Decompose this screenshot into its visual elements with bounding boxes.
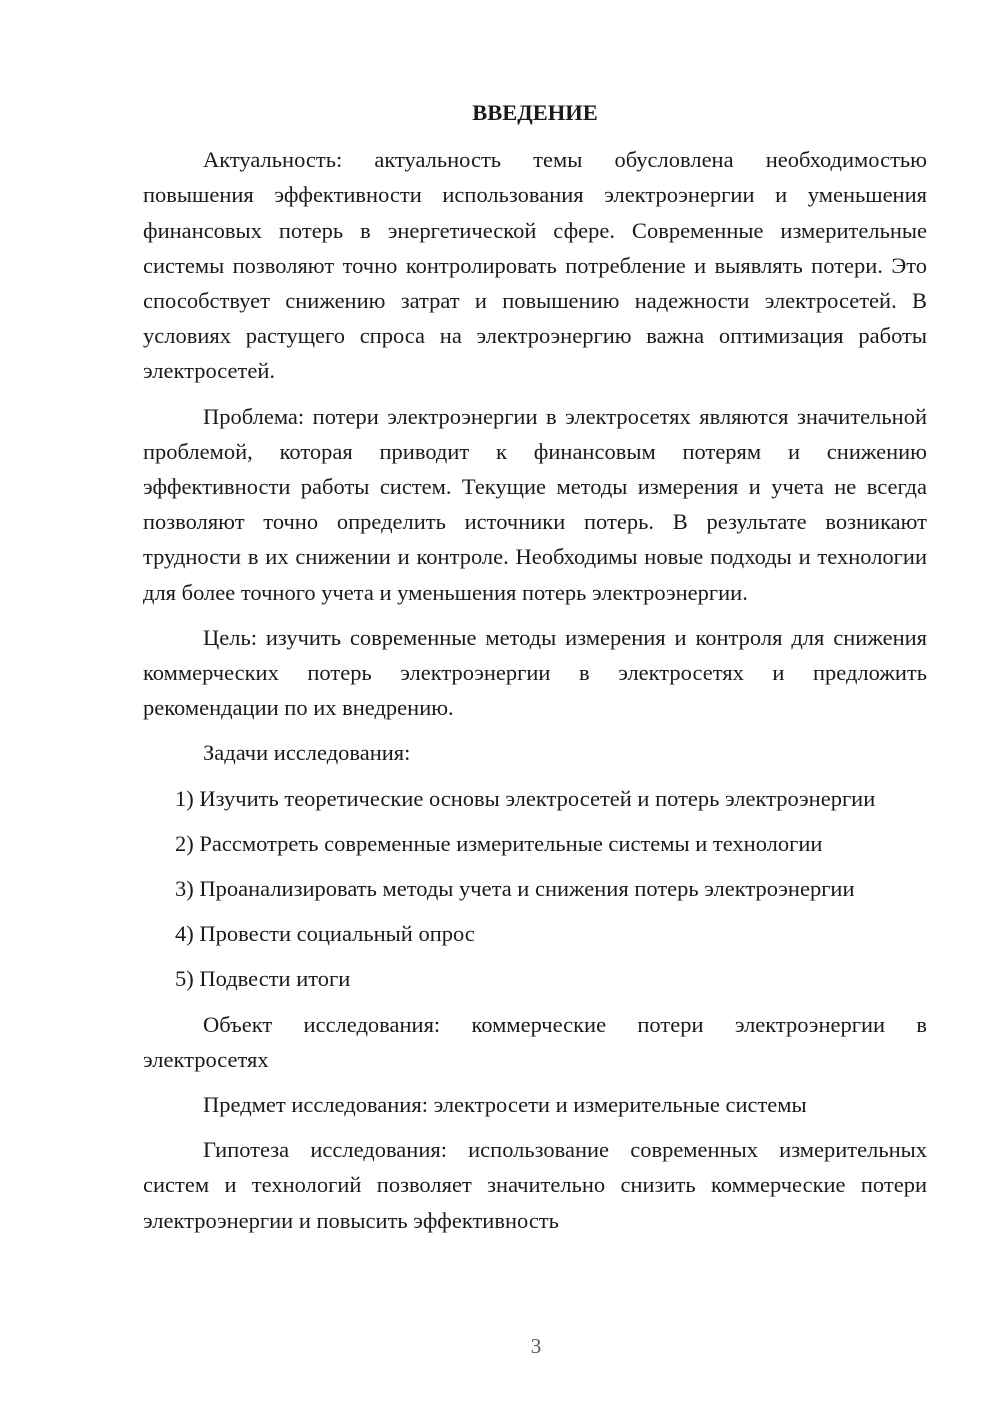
- task-item-3: 3) Проанализировать методы учета и снижения потерь электроэнергии: [175, 876, 855, 902]
- section-title: ВВЕДЕНИЕ: [472, 100, 598, 125]
- task-item-5: 5) Подвести итоги: [175, 966, 351, 992]
- task-item-1: 1) Изучить теоретические основы электросетей и потерь электроэнергии: [175, 785, 876, 811]
- task-item-2: 2) Рассмотреть современные измерительные системы и технологии: [175, 830, 823, 856]
- page-number: 3: [530, 1334, 542, 1358]
- document-body: [143, 95, 927, 1248]
- paragraph-goal: Цель: изучить современные методы измерения и контроля для снижения коммерческих потерь электроэнергии в электросетях и предложить рекомендации по их внедрению.: [143, 624, 927, 721]
- paragraph-relevance: Актуальность: актуальность темы обусловлена необходимостью повышения эффективности использования электроэнергии и уменьшения финансовых потерь в энергетической сфере. Современные измерительные системы позволяют точно контролировать потребление и выявлять потери. Это способствует снижению затрат и повышению надежности электросетей. В условиях растущего спроса на электроэнергию важна оптимизация работы электросетей.: [143, 147, 927, 384]
- paragraph-hypothesis: Гипотеза исследования: использование современных измерительных систем и технологий позволяет значительно снизить коммерческие потери электроэнергии и повысить эффективность: [143, 1137, 927, 1233]
- task-item-4: 4) Провести социальный опрос: [175, 921, 475, 947]
- paragraph-problem: Проблема: потери электроэнергии в электросетях являются значительной проблемой, которая приводит к финансовым потерям и снижению эффективности работы систем. Текущие методы измерения и учета не всегда позволяют точно определить источники потерь. В результате возникают трудности в их снижении и контроле. Необходимы новые подходы и технологии для более точного учета и уменьшения потерь электроэнергии.: [143, 403, 927, 605]
- paragraph-object: Объект исследования: коммерческие потери электроэнергии в электросетях: [143, 1011, 927, 1072]
- paragraph-subject: Предмет исследования: электросети и измерительные системы: [203, 1092, 807, 1118]
- tasks-heading: Задачи исследования:: [203, 740, 411, 766]
